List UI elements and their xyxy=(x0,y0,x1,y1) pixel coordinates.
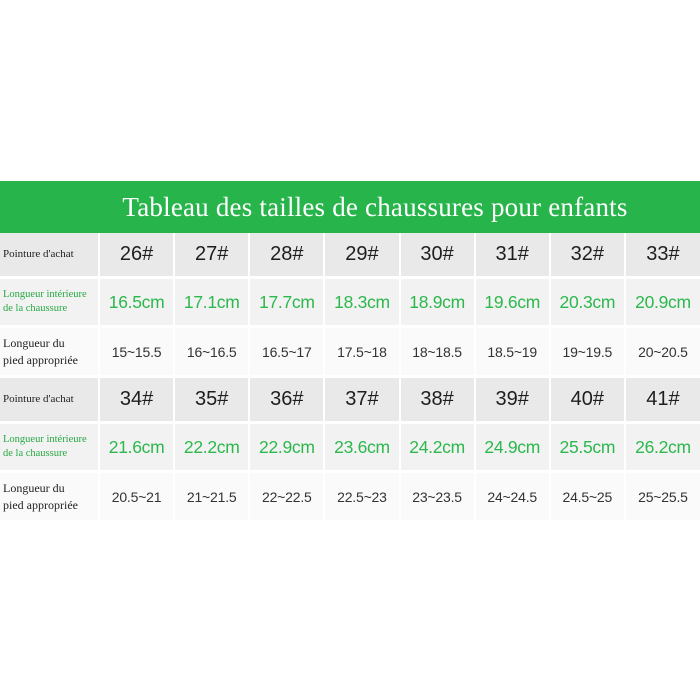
inner-length-cell: 18.9cm xyxy=(400,278,475,327)
purchase-size-cell: 40# xyxy=(550,377,625,423)
purchase-size-cell: 36# xyxy=(249,377,324,423)
foot-length-label xyxy=(0,327,99,377)
purchase-size-cell: 30# xyxy=(400,233,475,278)
foot-length-label-line2: pied appropriée xyxy=(3,352,78,367)
foot-length-cell: 19~19.5 xyxy=(550,327,625,377)
foot-length-cell: 20~20.5 xyxy=(625,327,700,377)
inner-length-cell: 25.5cm xyxy=(550,423,625,472)
foot-length-label-line1: Longueur du xyxy=(3,335,65,350)
inner-length-label-line2: de la chaussure xyxy=(3,303,68,314)
inner-length-cell: 17.1cm xyxy=(174,278,249,327)
foot-length-cell: 23~23.5 xyxy=(400,472,475,522)
foot-length-row xyxy=(0,327,700,377)
foot-length-row xyxy=(0,472,700,522)
foot-length-cell: 16.5~17 xyxy=(249,327,324,377)
foot-length-cell: 20.5~21 xyxy=(99,472,174,522)
inner-length-label-line1: Longueur intérieure xyxy=(3,289,87,300)
inner-length-cell: 16.5cm xyxy=(99,278,174,327)
foot-length-label xyxy=(0,472,99,522)
foot-length-cell: 16~16.5 xyxy=(174,327,249,377)
purchase-size-cell: 29# xyxy=(324,233,399,278)
inner-length-cell: 22.9cm xyxy=(249,423,324,472)
foot-length-cell: 18~18.5 xyxy=(400,327,475,377)
foot-length-cell: 24~24.5 xyxy=(475,472,550,522)
foot-length-cell: 21~21.5 xyxy=(174,472,249,522)
inner-length-cell: 22.2cm xyxy=(174,423,249,472)
purchase-size-cell: 37# xyxy=(324,377,399,423)
purchase-size-label: Pointure d'achat xyxy=(0,377,99,423)
inner-length-cell: 24.2cm xyxy=(400,423,475,472)
purchase-size-label: Pointure d'achat xyxy=(0,233,99,278)
inner-length-row xyxy=(0,423,700,472)
inner-length-label-line1: Longueur intérieure xyxy=(3,434,87,445)
purchase-size-cell: 31# xyxy=(475,233,550,278)
inner-length-label xyxy=(0,278,99,327)
chart-title: Tableau des tailles de chaussures pour enfants xyxy=(0,181,700,233)
inner-length-cell: 24.9cm xyxy=(475,423,550,472)
inner-length-row xyxy=(0,278,700,327)
size-table xyxy=(0,233,700,523)
foot-length-cell: 22~22.5 xyxy=(249,472,324,522)
purchase-size-cell: 41# xyxy=(625,377,700,423)
inner-length-cell: 20.3cm xyxy=(550,278,625,327)
purchase-size-cell: 35# xyxy=(174,377,249,423)
foot-length-cell: 25~25.5 xyxy=(625,472,700,522)
inner-length-cell: 17.7cm xyxy=(249,278,324,327)
foot-length-cell: 15~15.5 xyxy=(99,327,174,377)
purchase-size-cell: 26# xyxy=(99,233,174,278)
inner-length-cell: 21.6cm xyxy=(99,423,174,472)
foot-length-cell: 24.5~25 xyxy=(550,472,625,522)
inner-length-cell: 26.2cm xyxy=(625,423,700,472)
purchase-size-row xyxy=(0,233,700,278)
inner-length-label xyxy=(0,423,99,472)
size-table-body xyxy=(0,233,700,522)
inner-length-label-line2: de la chaussure xyxy=(3,448,68,459)
size-chart xyxy=(0,181,700,523)
purchase-size-cell: 32# xyxy=(550,233,625,278)
purchase-size-cell: 33# xyxy=(625,233,700,278)
inner-length-cell: 20.9cm xyxy=(625,278,700,327)
purchase-size-cell: 38# xyxy=(400,377,475,423)
purchase-size-cell: 27# xyxy=(174,233,249,278)
foot-length-cell: 22.5~23 xyxy=(324,472,399,522)
purchase-size-row xyxy=(0,377,700,423)
purchase-size-cell: 34# xyxy=(99,377,174,423)
inner-length-cell: 18.3cm xyxy=(324,278,399,327)
purchase-size-cell: 39# xyxy=(475,377,550,423)
foot-length-cell: 17.5~18 xyxy=(324,327,399,377)
inner-length-cell: 23.6cm xyxy=(324,423,399,472)
foot-length-cell: 18.5~19 xyxy=(475,327,550,377)
foot-length-label-line2: pied appropriée xyxy=(3,497,78,512)
foot-length-label-line1: Longueur du xyxy=(3,480,65,495)
purchase-size-cell: 28# xyxy=(249,233,324,278)
inner-length-cell: 19.6cm xyxy=(475,278,550,327)
